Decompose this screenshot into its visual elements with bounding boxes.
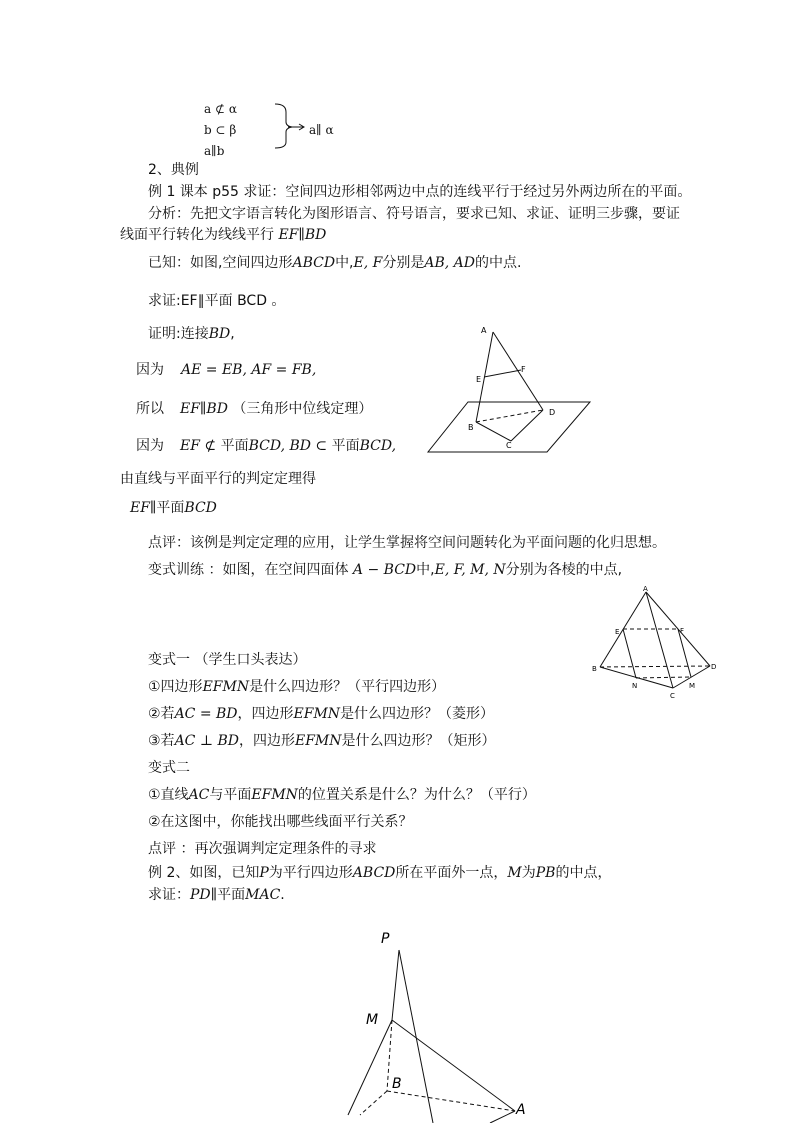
v1q1-math: EFMN: [202, 679, 250, 695]
variant-math-2: E, F, M, N: [434, 562, 506, 578]
example1-analysis-line1: 分析：先把文字语言转化为图形语言、符号语言，要求已知、求证、证明三步骤，要证: [148, 206, 680, 222]
because2-text-2: 平面: [331, 438, 360, 454]
because2-label: 因为: [136, 438, 164, 454]
theorem-result: a∥ α: [309, 123, 334, 137]
v1q3-text-2: ，四边形: [238, 733, 295, 749]
so-line: [180, 400, 372, 418]
figure-pyramid: [320, 925, 540, 1123]
section-heading: 2、典例: [148, 162, 199, 178]
ex2-math-2: ABCD: [352, 865, 396, 881]
label-P: P: [381, 931, 390, 947]
brace-arrow-icon: [270, 102, 310, 152]
ex2-math-4: PB: [535, 865, 556, 881]
variant2-comment: 点评 ：再次强调判定定理条件的寻求: [148, 841, 377, 857]
segment-NM-dashed: [636, 677, 691, 678]
theorem-line-1: a ⊄ α: [204, 102, 237, 116]
example1-known: [148, 254, 521, 272]
so-note: （三角形中位线定理）: [232, 401, 373, 417]
ex2-text-1: 例 2、如图，已知: [148, 865, 260, 881]
label-A: A: [643, 585, 648, 593]
proof-text: 证明:连接: [148, 326, 209, 342]
example1-proof-start: [148, 325, 235, 343]
edge-B-left-dashed: [360, 1091, 387, 1115]
variant-math-1: A − BCD: [352, 562, 417, 578]
edge-P-base: [399, 950, 433, 1123]
segment-EF: [484, 370, 521, 377]
v2q1-text-2: 与平面: [209, 787, 252, 803]
conclusion-formula: [130, 499, 217, 517]
theorem-line-3: a∥b: [204, 144, 225, 158]
theorem-line-2: b ⊂ β: [204, 123, 237, 137]
v1q3-text-3: 是什么四边形？（矩形）: [341, 733, 496, 749]
label-E: E: [615, 628, 620, 636]
because2-line: [180, 437, 396, 455]
edge-PB-upper: [392, 950, 399, 1020]
ex2-prove-math-2: MAC: [245, 887, 281, 903]
ex2-text-5: 的中点，: [555, 865, 612, 881]
v1q3-text-1: ③若: [148, 733, 175, 749]
analysis-formula: EF∥BD: [278, 227, 327, 243]
segment-MA: [392, 1020, 515, 1111]
edge-CD: [511, 410, 543, 441]
because2-math-1: EF ⊄: [180, 438, 221, 454]
variant-training: [148, 561, 622, 579]
variant1-question-3: [148, 732, 496, 750]
example1-analysis-line2: [120, 226, 326, 244]
label-M: M: [366, 1012, 379, 1028]
variant-text-1: 变式训练 ：如图，在空间四面体: [148, 562, 349, 578]
label-D: D: [549, 408, 556, 417]
known-text-1: 已知：如图,空间四边形: [148, 255, 293, 271]
example1-comment: 点评：该例是判定定理的应用，让学生掌握将空间问题转化为平面问题的化归思想。: [148, 535, 666, 551]
v1q3-math-2: EFMN: [294, 733, 342, 749]
v2q1-text-3: 的位置关系是什么？为什么？（平行）: [297, 787, 536, 803]
ex2-text-3: 所在平面外一点，: [395, 865, 508, 881]
so-expr: EF∥BD: [180, 401, 228, 417]
example2-line2: [148, 886, 285, 904]
variant2-heading: 变式二: [148, 760, 190, 776]
variant2-question-2: ②在这图中，你能找出哪些线面平行关系？: [148, 814, 413, 830]
v1q3-math-1: AC ⊥ BD: [174, 733, 239, 749]
label-A: A: [481, 326, 487, 335]
segment-M-left: [348, 1020, 392, 1115]
figure-tetrahedron-plane: [425, 322, 595, 457]
ex2-math-1: P: [259, 865, 269, 881]
because1-expr: AE = EB, AF = FB,: [181, 362, 317, 378]
label-C: C: [506, 441, 512, 450]
v1q1-text-2: 是什么四边形？（平行四边形）: [249, 679, 446, 695]
ex2-text-4: 为: [521, 865, 536, 881]
conclusion-math-1: EF∥: [130, 500, 157, 516]
because2-math-2: BCD, BD ⊂: [248, 438, 332, 454]
because2-text-1: 平面: [220, 438, 249, 454]
v1q2-text-2: ，四边形: [237, 706, 294, 722]
v1q2-math-1: AC = BD: [174, 706, 238, 722]
segment-EN: [623, 629, 636, 678]
conclusion-text: 由直线与平面平行的判定定理得: [120, 471, 316, 487]
analysis-text: 线面平行转化为线线平行: [120, 227, 274, 243]
ex2-math-3: M: [507, 865, 522, 881]
v2q1-math-2: EFMN: [251, 787, 298, 803]
variant1-question-1: [148, 678, 445, 696]
ex2-prove-text: 求证：: [148, 887, 190, 903]
label-M: M: [689, 682, 696, 690]
known-text-4: 的中点.: [475, 255, 522, 271]
v2q1-math-1: AC: [188, 787, 210, 803]
label-B: B: [468, 423, 474, 432]
label-N: N: [632, 682, 638, 690]
ex2-text-2: 为平行四边形: [268, 865, 353, 881]
v1q2-text-3: 是什么四边形？（菱形）: [340, 706, 495, 722]
known-text-2: 中,: [335, 255, 354, 271]
so-label: 所以: [136, 401, 164, 417]
variant1-heading: 变式一 （学生口头表达）: [148, 652, 307, 668]
v1q2-text-1: ②若: [148, 706, 175, 722]
label-D: D: [711, 663, 717, 671]
example2-line1: [148, 864, 611, 882]
label-A: A: [516, 1102, 526, 1118]
variant-text-3: 分别为各棱的中点,: [505, 562, 623, 578]
conclusion-math-2: BCD: [184, 500, 217, 516]
variant-text-2: 中,: [416, 562, 435, 578]
known-math-2: E, F: [353, 255, 383, 271]
variant1-question-2: [148, 705, 494, 723]
edge-AC: [646, 592, 673, 688]
variant2-question-1: [148, 786, 536, 804]
label-B: B: [592, 665, 597, 673]
example1-prove: 求证:EF∥平面 BCD 。: [148, 293, 286, 309]
edge-BA-dashed: [387, 1091, 515, 1111]
v1q2-math-2: EFMN: [293, 706, 341, 722]
proof-math: BD: [208, 326, 231, 342]
v2q1-text-1: ①直线: [148, 787, 189, 803]
conclusion-text-2: 平面: [156, 500, 185, 516]
ex2-prove-math-1: PD∥: [190, 887, 218, 903]
because2-math-3: BCD,: [359, 438, 397, 454]
ex2-prove-period: .: [280, 887, 285, 903]
label-E: E: [476, 375, 482, 384]
known-math-1: ABCD: [292, 255, 336, 271]
label-F: F: [680, 627, 685, 635]
label-F: F: [521, 365, 526, 374]
edge-BC: [476, 422, 511, 441]
ex2-prove-text-2: 平面: [217, 887, 246, 903]
v1q1-text-1: ①四边形: [148, 679, 203, 695]
because1-label: 因为: [136, 362, 164, 378]
label-C: C: [670, 692, 675, 700]
edge-BD-dashed: [600, 666, 710, 667]
example1-title: 例 1 课本 p55 求证：空间四边形相邻两边中点的连线平行于经过另外两边所在的平面。: [148, 184, 692, 200]
known-text-3: 分别是: [382, 255, 425, 271]
proof-comma: ,: [230, 326, 235, 342]
known-math-3: AB, AD: [424, 255, 475, 271]
edge-A-down: [490, 1111, 515, 1123]
figure-tetrahedron-midpoints: [590, 582, 720, 702]
label-B: B: [392, 1076, 402, 1092]
